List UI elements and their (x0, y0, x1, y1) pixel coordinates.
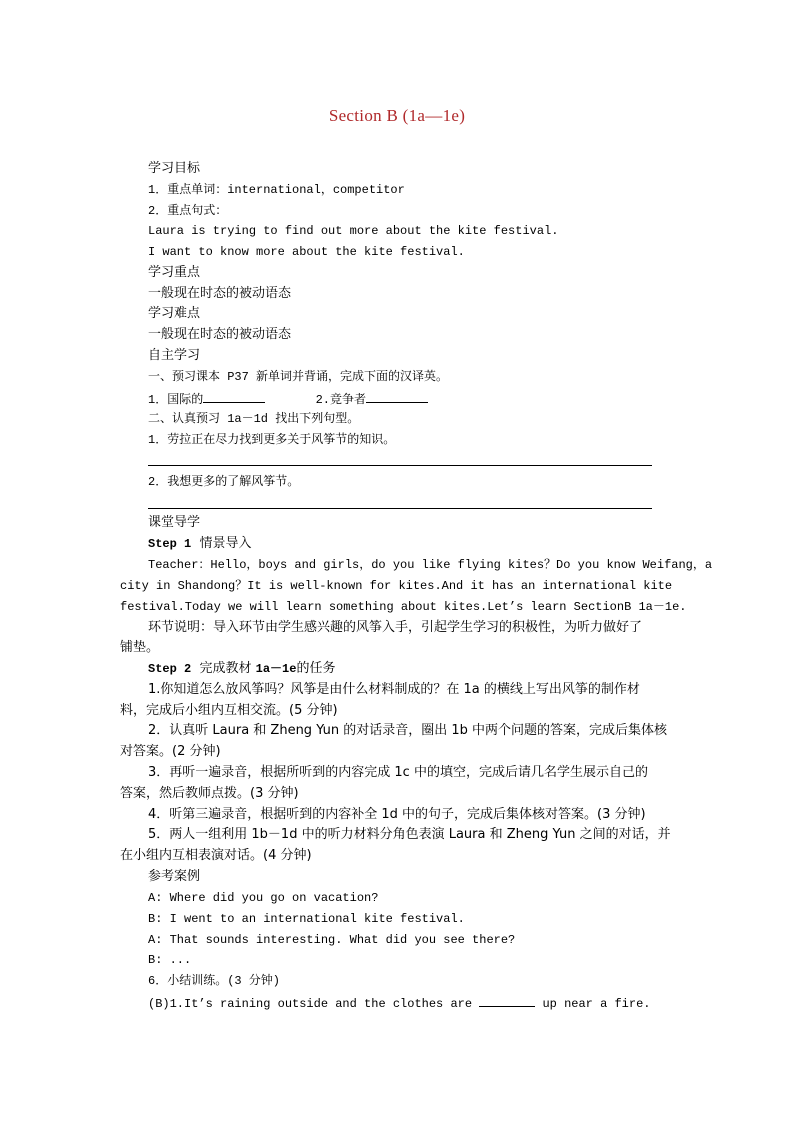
focus-text: 一般现在时态的被动语态 (148, 286, 292, 301)
task-2-line-2: 对答案。(2 分钟) (120, 744, 221, 759)
dialogue-line-4: B: ... (148, 953, 192, 967)
note-line-2: 铺垫。 (120, 640, 160, 655)
focus-heading: 学习重点 (148, 265, 201, 280)
key-sentence-2: I want to know more about the kite festival. (148, 245, 465, 259)
vocab-q2-blank[interactable] (366, 389, 428, 403)
reference-heading: 参考案例 (148, 869, 201, 884)
step-2-title-b: 1a－1e (255, 662, 297, 676)
dialogue-line-1: A: Where did you go on vacation? (148, 891, 379, 905)
task-5-line-1: 5．两人一组利用 1b－1d 中的听力材料分角色表演 Laura 和 Zheng Yun 之间的对话，并 (148, 827, 671, 842)
step-2-heading (148, 660, 335, 678)
vocab-q1-blank[interactable] (203, 389, 265, 403)
vocab-q1-label: 1．国际的 (148, 393, 204, 407)
answer-line-1[interactable] (148, 465, 652, 466)
teacher-line-2: city in Shandong？It is well-known for kites.And it has an international kite (120, 579, 673, 593)
class-heading: 课堂导学 (148, 515, 201, 530)
goals-heading: 学习目标 (148, 161, 201, 176)
difficulty-text: 一般现在时态的被动语态 (148, 327, 292, 342)
dialogue-line-2: B: I went to an international kite festival. (148, 912, 465, 926)
exercise-1-text-b: up near a fire. (542, 997, 651, 1011)
task-5-line-2: 在小组内互相表演对话。(4 分钟) (120, 848, 312, 863)
sentence-task-1: 1．劳拉正在尽力找到更多关于风筝节的知识。 (148, 433, 396, 447)
self-study-heading: 自主学习 (148, 348, 201, 363)
teacher-line-1: Teacher：Hello，boys and girls，do you like flying kites？Do you know Weifang，a (148, 558, 713, 572)
teacher-line-3: festival.Today we will learn something about kites.Let’s learn SectionB 1a－1e. (120, 600, 687, 614)
note-line-1: 环节说明：导入环节由学生感兴趣的风筝入手，引起学生学习的积极性，为听力做好了 (148, 620, 643, 635)
self-study-part-1: 一、预习课本 P37 新单词并背诵，完成下面的汉译英。 (148, 370, 449, 384)
vocab-questions (148, 389, 428, 409)
key-sentence-1: Laura is trying to find out more about the kite festival. (148, 224, 559, 238)
exercise-1 (148, 993, 651, 1013)
step-1-title: 情景导入 (199, 536, 252, 551)
step-2-label: Step 2 (148, 662, 192, 676)
self-study-part-2: 二、认真预习 1a－1d 找出下列句型。 (148, 412, 360, 426)
task-1-line-2: 料，完成后小组内互相交流。(5 分钟) (120, 703, 338, 718)
answer-line-2[interactable] (148, 508, 652, 509)
vocab-q2-label: 2.竞争者 (315, 393, 367, 407)
exercise-1-blank[interactable] (479, 993, 535, 1007)
goals-item-2: 2．重点句式： (148, 204, 228, 218)
task-4: 4．听第三遍录音，根据听到的内容补全 1d 中的句子，完成后集体核对答案。(3 分钟) (148, 807, 646, 822)
task-1-line-1: 1.你知道怎么放风筝吗？风筝是由什么材料制成的？在 1a 的横线上写出风筝的制作材 (148, 682, 640, 697)
step-1-label: Step 1 (148, 537, 192, 551)
difficulty-heading: 学习难点 (148, 306, 201, 321)
task-3-line-2: 答案，然后教师点拨。(3 分钟) (120, 786, 299, 801)
task-3-line-1: 3．再听一遍录音，根据所听到的内容完成 1c 中的填空，完成后请几名学生展示自己的 (148, 765, 648, 780)
sentence-task-2: 2．我想更多的了解风筝节。 (148, 475, 300, 489)
page-title: Section B (1a—1e) (328, 106, 466, 125)
step-2-title-c: 的任务 (296, 661, 336, 676)
dialogue-line-3: A: That sounds interesting. What did you see there? (148, 933, 516, 947)
goals-item-1: 1．重点单词：international，competitor (148, 183, 405, 197)
task-6: 6．小结训练。(3 分钟) (148, 974, 281, 988)
step-1-heading (148, 535, 252, 553)
task-2-line-1: 2．认真听 Laura 和 Zheng Yun 的对话录音，圈出 1b 中两个问题的答案，完成后集体核 (148, 723, 668, 738)
exercise-1-text-a: (B)1.It’s raining outside and the clothes are (148, 997, 473, 1011)
step-2-title-a: 完成教材 (199, 661, 252, 676)
